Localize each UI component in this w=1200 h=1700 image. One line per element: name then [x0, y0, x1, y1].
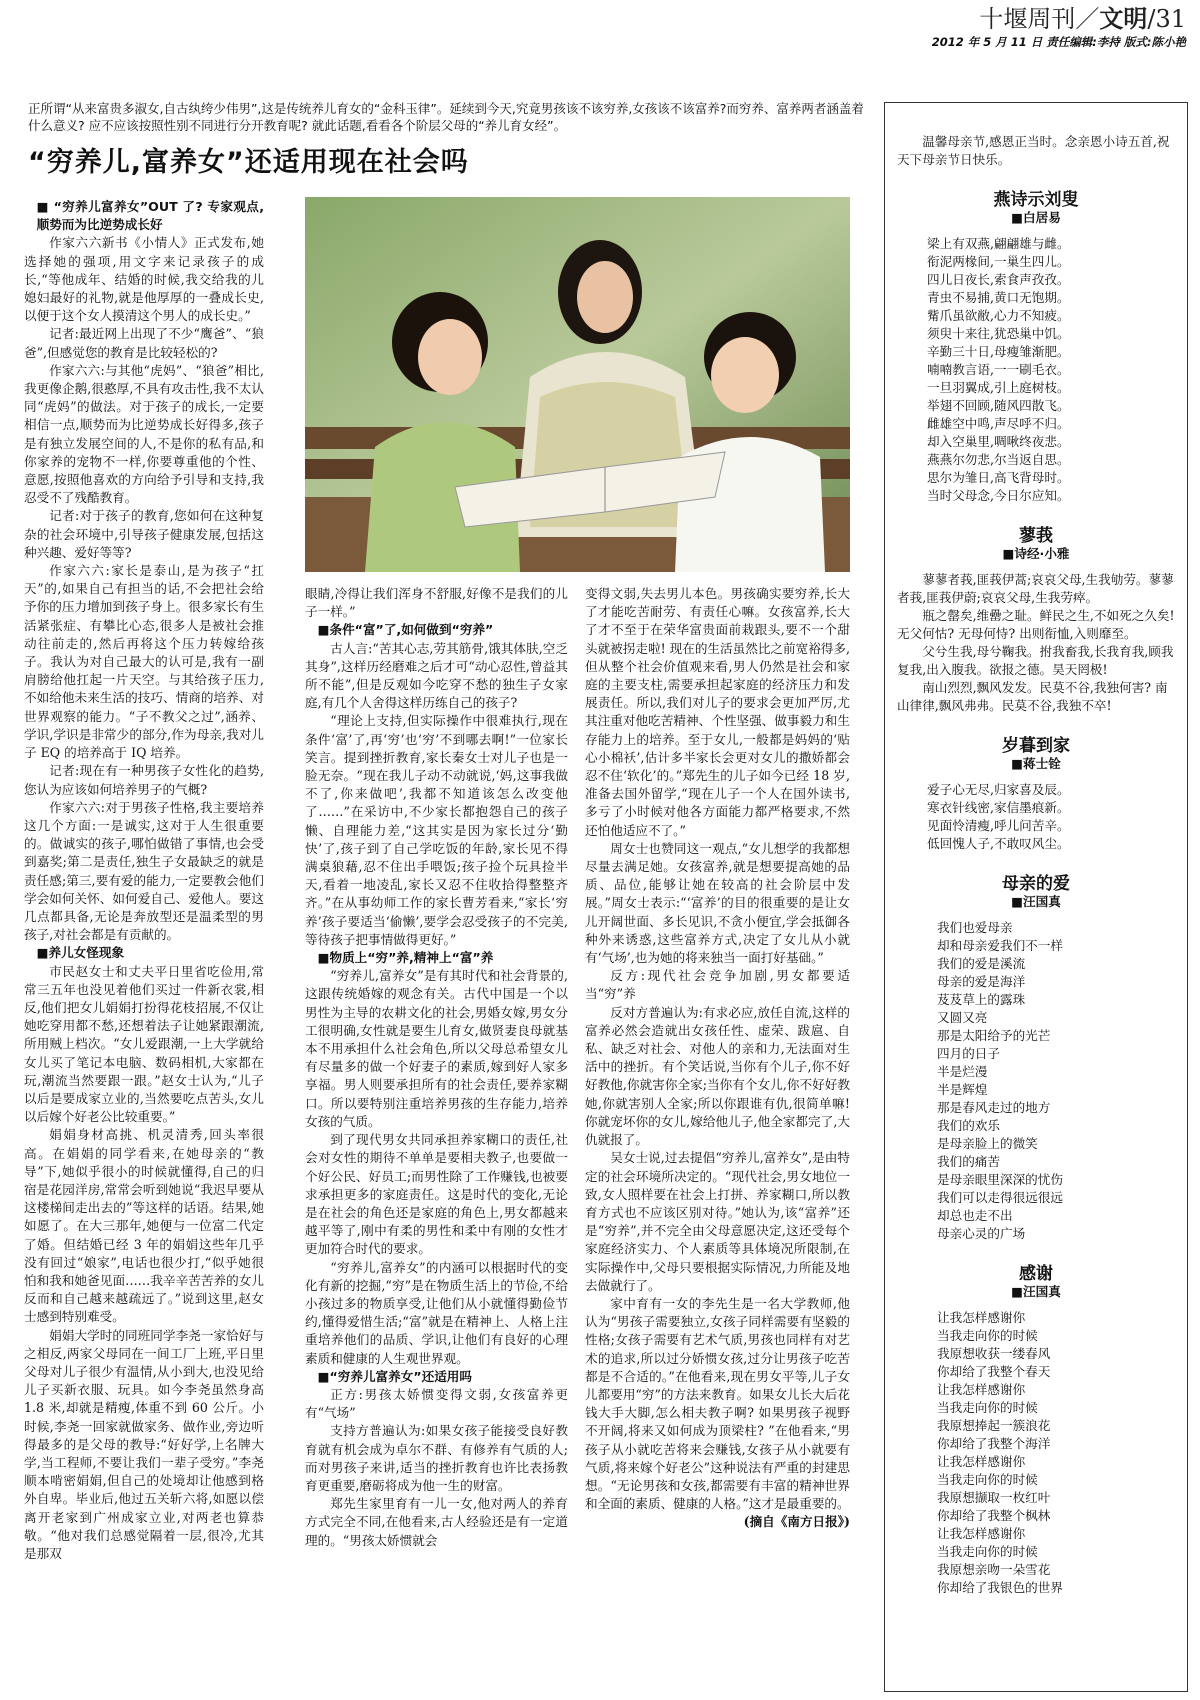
- poem-line: 燕燕尔勿悲,尔当返自思。: [927, 452, 1070, 467]
- poem-author: ■蒋士铨: [1011, 756, 1061, 771]
- article-paragraph: 作家六六:对于男孩子性格,我主要培养这几个方面:一是诚实,这对于人生很重要的。做诚实的孩子,哪怕做错了事情,也会受到嘉奖;第二是责任,独生子女最缺乏的就是责任感;第三,要有爱的能力,一定要教会他们学会如何关怀、如何爱自己、爱他人。要这几点都具备,无论是奔放型还是温柔型的男孩子,对社会都是有贡献的。: [24, 799, 264, 943]
- section-heading: ■物质上“穷”养,精神上“富”养: [317, 950, 494, 966]
- poem-title: 蓼莪: [1019, 526, 1053, 546]
- poem-line: 那是春风走过的地方: [937, 1100, 1051, 1115]
- poem-line: 当时父母念,今日尔应知。: [927, 488, 1070, 503]
- poem-line: 青虫不易捕,黄口无饱期。: [927, 290, 1070, 305]
- poem-line: 觜爪虽欲敝,心力不知疲。: [927, 308, 1070, 323]
- article-intro: 正所谓“从来富贵多淑女,自古纨绔少伟男”,这是传统养儿育女的“金科玉律”。延续到今天,究竟男孩该不该穷养,女孩该不该富养?而穷养、富养两者涵盖着什么意义? 应不应该按照性别不同进行分开教育呢? 就此话题,看看各个阶层父母的“养儿育女经”。: [28, 101, 864, 133]
- poem-line: 四月的日子: [937, 1046, 1000, 1061]
- poem-line: 当我走向你的时候: [937, 1544, 1038, 1559]
- page-header: [932, 6, 1186, 50]
- edit-credits: 2012 年 5 月 11 日 责任编辑:李持 版式:陈小艳: [931, 35, 1186, 49]
- poem-line: 当我走向你的时候: [937, 1472, 1038, 1487]
- poem-line: 衔泥两椽间,一巢生四儿。: [927, 254, 1070, 269]
- article-paragraph: 反对方普遍认为:有求必应,放任自流,这样的富养必然会造就出女孩任性、虚荣、跋扈、自私、缺乏对社会、对他人的亲和力,无法面对生活中的挫折。有个笑话说,当你有个儿子,你不好好教他,你就害你全家;当你有个女儿,你不好好教她,你就害别人全家;所以你跟谁有仇,很简单嘛! 你就宠坏你的女儿,嫁给他儿子,他全家都完了,大仇就报了。: [585, 1004, 850, 1148]
- masthead-page: /31: [1147, 5, 1186, 33]
- poem-title: 岁暮到家: [1002, 736, 1070, 756]
- poem-author: ■汪国真: [1011, 894, 1061, 909]
- poem-line: 父兮生我,母兮鞠我。拊我畜我,长我育我,顾我复我,出入腹我。欲报之德。昊天罔极!: [897, 644, 1174, 677]
- poem-list: [897, 191, 1175, 1597]
- poem-line: 思尔为雏日,高飞背母时。: [927, 470, 1070, 485]
- poem-line: 我原想捧起一簇浪花: [937, 1418, 1051, 1433]
- poem-line: 当我走向你的时候: [937, 1400, 1038, 1415]
- poem-line: 我原想亲吻一朵雪花: [937, 1562, 1051, 1577]
- article-paragraph: “穷养儿,富养女”是有其时代和社会背景的,这跟传统婚嫁的观念有关。古代中国是一个以男性为主导的农耕文化的社会,男婚女嫁,男女分工很明确,女性就是要生儿育女,做贤妻良母就基本不用承担什么社会角色,所以父母总希望女儿有尽量多的做一个好妻子的素质,嫁到好人家多享福。男人则要承担所有的社会责任,要养家糊口。所以要特别注重培养男孩的生存能力,培养女孩的气质。: [305, 968, 568, 1129]
- article-paragraph: 记者:对于孩子的教育,您如何在这种复杂的社会环境中,引导孩子健康发展,包括这种兴趣、爱好等等?: [24, 508, 264, 560]
- poem-line: 你却给了我整个海洋: [937, 1436, 1051, 1451]
- poem-author: ■白居易: [1011, 210, 1061, 225]
- poem-body: [897, 571, 1175, 715]
- poem-line: 须臾十来往,犹恐巢中饥。: [927, 326, 1070, 341]
- poem-line: 辛勤三十日,母瘦雏渐肥。: [927, 344, 1070, 359]
- poem-line: 我们也爱母亲: [937, 920, 1013, 935]
- poem-line: 见面怜清瘦,呼儿问苦辛。: [927, 818, 1070, 833]
- article-headline: “穷养儿,富养女”还适用现在社会吗: [28, 147, 469, 178]
- section-heading: ■ “穷养儿富养女”OUT 了? 专家观点,顺势而为比逆势成长好: [36, 199, 264, 233]
- poem-line: 南山烈烈,飘风发发。民莫不谷,我独何害? 南山律律,飘风弗弗。民莫不谷,我独不卒!: [897, 680, 1168, 713]
- poem-line: 我原想收获一缕春风: [937, 1346, 1051, 1361]
- article-column-3: [585, 585, 850, 1693]
- article-paragraph: 娟娟大学时的同班同学李尧一家恰好与之相反,两家父母同在一间工厂上班,平日里父母对儿子很少有温情,从小到大,也没见给儿子买新衣服、玩具。如今李尧虽然身高 1.8 米,却就是精瘦,体重不到 60 公斤。小时候,李尧一回家就做家务、做作业,旁边听得最多的是父母的教导:“好好学,上名牌大学,当工程师,不要让我们一辈子受穷。”李尧顺本啃密娟娟,但自己的处境却让他感到格外自卑。毕业后,他过五关斩六将,如愿以偿离开老家到广州成家立业,对两老也算恭敬。“他对我们总感觉隔着一层,很冷,尤其是那双: [24, 1327, 264, 1562]
- article-paragraph: 郑先生家里育有一儿一女,他对两人的养育方式完全不同,在他看来,古人经验还是有一定道理的。“男孩太娇惯就会: [305, 1496, 568, 1548]
- poem-line: 雌雄空中鸣,声尽呼不归。: [927, 416, 1070, 431]
- poem-line: 一旦羽翼成,引上庭树枝。: [927, 380, 1070, 395]
- poem-line: 我原想撷取一枚红叶: [937, 1490, 1051, 1505]
- poem-line: 喃喃教言语,一一刷毛衣。: [927, 362, 1070, 377]
- article-paragraph: “穷养儿,富养女”的内涵可以根据时代的变化有新的挖掘,“穷”是在物质生活上的节俭,不给小孩过多的物质享受,让他们从小就懂得勤俭节约,懂得爱惜生活;“富”就是在精神上、人格上注重培养他们的品质、学识,让他们有良好的心理素质和健康的人生观世界观。: [305, 1259, 568, 1366]
- article-source: (摘自《南方日报》): [743, 1514, 850, 1530]
- poem-line: 母亲的爱是海洋: [937, 974, 1026, 989]
- masthead-paper: 十堰周刊／: [979, 5, 1100, 33]
- poem-line: 寒衣针线密,家信墨痕新。: [927, 800, 1070, 815]
- poem-body: [897, 781, 1175, 853]
- poem-line: 半是烂漫: [937, 1064, 988, 1079]
- poem-line: 是母亲脸上的微笑: [937, 1136, 1038, 1151]
- poem-line: 我们的欢乐: [937, 1118, 1000, 1133]
- poem-title: 母亲的爱: [1002, 874, 1070, 894]
- sidebar-lead: 温馨母亲节,感恩正当时。念亲恩小诗五首,祝天下母亲节日快乐。: [897, 134, 1170, 167]
- poem-line: 举翅不回顾,随风四散飞。: [927, 398, 1070, 413]
- poem-line: 芨芨草上的露珠: [937, 992, 1026, 1007]
- poem-line: 你却给了我整个春天: [937, 1364, 1051, 1379]
- masthead: [932, 6, 1186, 32]
- poem-line: 梁上有双燕,翩翩雄与雌。: [927, 236, 1070, 251]
- section-heading: ■养儿女怪现象: [36, 945, 125, 961]
- poem-line: 却入空巢里,啁啾终夜悲。: [927, 434, 1070, 449]
- poem-title: 感谢: [1019, 1264, 1053, 1284]
- section-heading: ■条件“富”了,如何做到“穷养”: [317, 622, 494, 638]
- poem-line: 让我怎样感谢你: [937, 1454, 1026, 1469]
- article-paragraph: 支持方普遍认为:如果女孩子能接受良好教育就有机会成为卓尔不群、有修养有气质的人;而对男孩子来讲,适当的挫折教育也许比表扬教育更重要,磨砺将成为他一生的财富。: [305, 1423, 568, 1493]
- poem-title: 燕诗示刘叟: [993, 190, 1079, 210]
- poem-author: ■汪国真: [1011, 1284, 1061, 1299]
- article-paragraph: 市民赵女士和丈夫平日里省吃俭用,常常三五年也没见着他们买过一件新衣裳,相反,他们把女儿娟娟打扮得花枝招展,不仅让她吃穿用都不愁,还想着法子让她紧跟潮流,所用贼上档次。“女儿爱跟潮,一上大学就给女儿买了笔记本电脑、数码相机,大家都在玩,潮流当然要跟一跟。”赵女士认为,“儿子以后是要成家立业的,当然要吃点苦头,女儿以后嫁个好老公比较重要。”: [24, 963, 264, 1125]
- poem-body: [897, 1309, 1175, 1597]
- family-reading-photo: [305, 197, 850, 572]
- poem-sidebar: [884, 102, 1188, 1692]
- poem-body: [897, 919, 1175, 1243]
- article-paragraph: 反方:现代社会竞争加剧,男女都要适当“穷”养: [585, 968, 850, 1002]
- article-paragraph: 记者:现在有一种男孩子女性化的趋势,您认为应该如何培养男子的气概?: [24, 763, 264, 797]
- masthead-section: 文明: [1099, 5, 1148, 33]
- poem-body: [897, 235, 1175, 505]
- article-paragraph: 作家六六:家长是泰山,是为孩子“扛天”的,如果自己有担当的话,不会把社会给予你的压力增加到孩子身上。很多家长有生活紧张症、有攀比心态,很多人是被社会推动往前走的,然后再将这个压力转嫁给孩子。我认为对自己最大的认可是,我有一副肩膀给他扛起一片天空。与其给孩子压力,不如给他未来生活的技巧、情商的培养、对世界观察的能力。“子不教父之过”,涵养、学识,学识是非常少的部分,作为母亲,我对儿子 EQ 的培养高于 IQ 培养。: [24, 563, 264, 761]
- article-paragraph: 吴女士说,过去提倡“穷养儿,富养女”,是由特定的社会环境所决定的。“现代社会,男女地位一致,女人照样要在社会上打拼、养家糊口,所以教育方式也不应该区别对待。”她认为,该“富养”还是“穷养”,并不完全由父母意愿决定,这还受每个家庭经济实力、个人素质等具体境况所限制,在实际操作中,父母只要根据实际情况,力所能及地去做就行了。: [585, 1150, 850, 1293]
- article-paragraph: 作家六六:与其他“虎妈”、“狼爸”相比,我更像企鹅,很憨厚,不具有攻击性,我不太认同“虎妈”的做法。对于孩子的成长,一定要相信一点,顺势而为比逆势成长好得多,孩子是有独立发展空间的人,不是你的私有品,和你家养的宠物不一样,你要尊重他的个性、意愿,按照他喜欢的方向给予引导和支持,我忍受不了残酷教育。: [24, 362, 264, 506]
- article-paragraph: 正方:男孩太娇惯变得文弱,女孩富养更有“气场”: [305, 1386, 568, 1421]
- poem-line: 当我走向你的时候: [937, 1328, 1038, 1343]
- poem-line: 四儿日夜长,索食声孜孜。: [927, 272, 1070, 287]
- article-paragraph: 眼睛,冷得让我们浑身不舒服,好像不是我们的儿子一样。”: [305, 586, 568, 620]
- poem-line: 我们的痛苦: [937, 1154, 1000, 1169]
- article-paragraph: 到了现代男女共同承担养家糊口的责任,社会对女性的期待不单单是要相夫教子,也要做一个好公民、好员工;而男性除了工作赚钱,也被要求承担更多的家庭责任。这是时代的变化,无论是在社会的角色还是家庭的角色上,男女都越来越平等了,刚中有柔的男性和柔中有刚的女性才更加符合时代的要求。: [305, 1132, 568, 1257]
- poem-line: 让我怎样感谢你: [937, 1310, 1026, 1325]
- poem-author: ■诗经·小雅: [1002, 546, 1070, 561]
- section-heading: ■“穷养儿富养女”还适用吗: [317, 1368, 472, 1384]
- poem-line: 让我怎样感谢你: [937, 1526, 1026, 1541]
- poem-line: 母亲心灵的广场: [937, 1226, 1026, 1241]
- poem-line: 是母亲眼里深深的忧伤: [937, 1172, 1063, 1187]
- article-paragraph: “理论上支持,但实际操作中很难执行,现在条件‘富’了,再‘穷’也‘穷’不到哪去啊!”一位家长笑言。提到挫折教育,家长秦女士对儿子也是一脸无奈。“现在我儿子动不动就说,‘妈,这事我做不了,你来做吧’,我都不知道该怎么改变他了……”在采访中,不少家长都抱怨自己的孩子懒、自理能力差,“这其实是因为家长过分‘勤快’了,孩子到了自己学吃饭的年龄,家长见不得满桌狼藉,忍不住出手喂饭;孩子捡个玩具捡半天,看着一地凌乱,家长又忍不住收拾得整整齐齐。”在从事幼师工作的家长曹芳看来,“家长‘穷养’孩子要适当‘偷懒’,要学会忍受孩子的不完美,等待孩子把事情做得更好。”: [305, 713, 568, 947]
- article-paragraph: 作家六六新书《小情人》正式发布,她选择她的强项,用文字来记录孩子的成长,“等他成年、结婚的时候,我交给我的儿媳妇最好的礼物,就是他厚厚的一叠成长史,以便于这个女人摸清这个男人的成长史。”: [24, 235, 264, 324]
- poem-line: 又圆又亮: [937, 1010, 988, 1025]
- article-column-2: [305, 585, 568, 1693]
- poem-line: 你却给了我银色的世界: [937, 1580, 1063, 1595]
- poem-line: 低回愧人子,不敢叹风尘。: [927, 836, 1070, 851]
- article-paragraph: 家中育有一女的李先生是一名大学教师,他认为“男孩子需要独立,女孩子同样需要有坚毅的性格;女孩子需要有艺术气质,男孩也同样有对艺术的追求,所以过分娇惯女孩,过分让男孩子吃苦都是不合适的。”在他看来,现在男女平等,儿子女儿都要用“穷”的方法来教育。如果女儿长大后花钱大手大脚,怎么相夫教子啊? 如果男孩子视野不开阔,将来又如何成为顶梁柱? ”在他看来,“男孩子从小就吃苦将来会赚钱,女孩子从小就要有气质,将来嫁个好老公”这种说法有严重的封建思想。“无论男孩和女孩,都需要有丰富的精神世界和全面的素质、健康的人格。”这才是最重要的。: [585, 1295, 850, 1512]
- article-column-1: [24, 198, 264, 1693]
- poem-line: 却总也走不出: [937, 1208, 1013, 1223]
- poem-line: 爱子心无尽,归家喜及辰。: [927, 782, 1070, 797]
- poem-line: 蓼蓼者莪,匪莪伊蒿;哀哀父母,生我劬劳。蓼蓼者莪,匪莪伊蔚;哀哀父母,生我劳瘁。: [897, 572, 1174, 605]
- poem-line: 半是辉煌: [937, 1082, 988, 1097]
- poem-line: 你却给了我整个枫林: [937, 1508, 1051, 1523]
- article-paragraph: 周女士也赞同这一观点,“女儿想学的我都想尽量去满足她。女孩富养,就是想要提高她的品质、品位,能够让她在较高的社会阶层中发展。”周女士表示:“‘富养’的目的很重要的是让女儿开阔世面、多长见识,不贪小便宜,学会抵御各种外来诱惑,这些富养方式,决定了女儿从小就有‘气场’,也为她的将来独当一面打好基础。”: [585, 840, 850, 966]
- article-paragraph: 记者:最近网上出现了不少“鹰爸”、“狼爸”,但感觉您的教育是比较轻松的?: [24, 326, 264, 360]
- poem-line: 让我怎样感谢你: [937, 1382, 1026, 1397]
- poem-line: 我们的爱是溪流: [937, 956, 1026, 971]
- poem-line: 却和母亲爱我们不一样: [937, 938, 1063, 953]
- article-paragraph: 变得文弱,失去男儿本色。男孩确实要穷养,长大了才能吃苦耐劳、有责任心嘛。女孩富养,长大了才不至于在荣华富贵面前栽跟头,要不一个甜头就被拐走啦! 现在的生活虽然比之前宽裕得多,但从整个社会价值观来看,男人仍然是社会和家庭的主要支柱,需要承担起家庭的经济压力和发展责任。所以,我们对儿子的要求会更加严厉,尤其注重对他吃苦精神、个性坚强、做事毅力和生存能力上的培养。至于女儿,一般都是妈妈的‘贴心小棉袄’,估计多半家长会更对女儿的撒娇都会忍不住‘软化’的。”郑先生的儿子如今已经 18 岁,准备去国外留学,“现在儿子一个人在国外读书,多亏了小时候对他各方面能力都严格要求,不然还怕他适应不了。”: [585, 586, 850, 838]
- article-paragraph: 古人言:“苦其心志,劳其筋骨,饿其体肤,空乏其身”,这样历经磨难之后才可“动心忍性,曾益其所不能”,但是反观如今吃穿不愁的独生子女家庭,有几个人舍得这样历练自己的孩子?: [305, 640, 568, 711]
- article-paragraph: 娟娟身材高挑、机灵清秀,回头率很高。在娟娟的同学看来,在她母亲的“教导”下,她似乎很小的时候就懂得,自己的归宿是花园洋房,常常会听到她说“我迟早要从这楼梯间走出去的”等这样的话语。结果,她如愿了。在大三那年,她便与一位富二代定了婚。但结婚已经 3 年的娟娟这些年几乎没有回过“娘家”,电话也很少打,“似乎她很怕和我和她爸见面……我辛辛苦苦养的女儿反而和自己越来越疏远了。”说到这里,赵女士感到特别难受。: [24, 1127, 264, 1325]
- poem-line: 那是太阳给予的光芒: [937, 1028, 1051, 1043]
- poem-line: 我们可以走得很远很远: [937, 1190, 1063, 1205]
- poem-line: 瓶之罄矣,维罍之耻。鲜民之生,不如死之久矣! 无父何怙? 无母何恃? 出则衔恤,入则靡至。: [897, 608, 1175, 641]
